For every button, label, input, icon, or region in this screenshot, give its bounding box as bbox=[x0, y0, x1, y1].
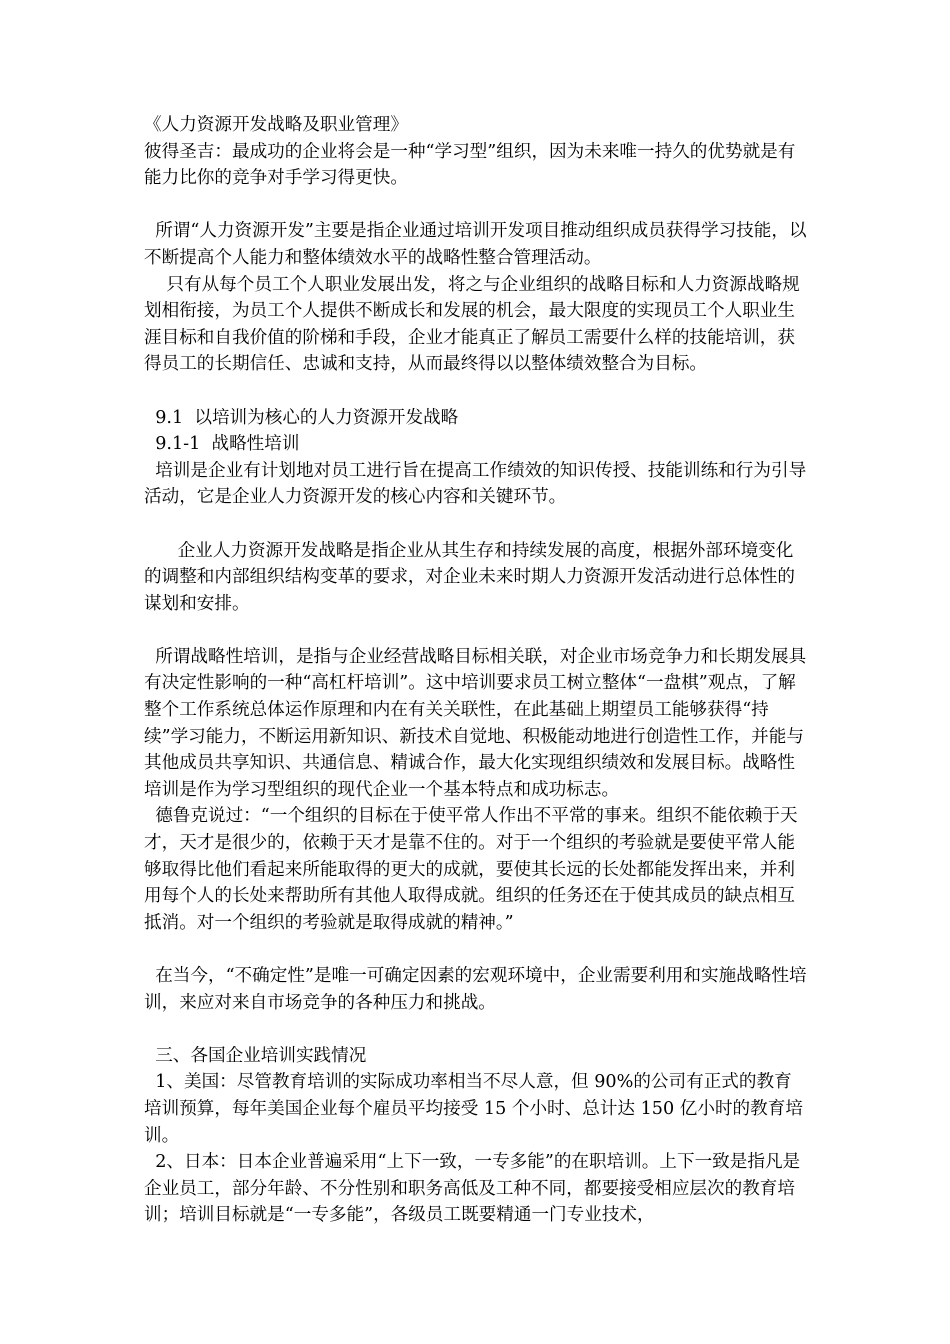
section-heading-3: 三、各国企业培训实践情况 bbox=[144, 1045, 367, 1066]
section-heading-9-1: 9.1 以培训为核心的人力资源开发战略 bbox=[144, 407, 459, 428]
paragraph-hrd-strategy: 企业人力资源开发战略是指企业从其生存和持续发展的高度，根据外部环境变化的调整和内部组织结构变革的要求，对企业未来时期人力资源开发活动进行总体性的谋划和安排。 bbox=[144, 540, 795, 614]
document-title: 《人力资源开发战略及职业管理》 bbox=[144, 115, 408, 135]
paragraph-hrd-definition: 所谓“人力资源开发”主要是指企业通过培训开发项目推动组织成员获得学习技能，以不断提高个人能力和整体绩效水平的战略性整合管理活动。 bbox=[144, 221, 807, 268]
blank-line bbox=[144, 192, 809, 219]
paragraph-career-development: 只有从每个员工个人职业发展出发，将之与企业组织的战略目标和人力资源战略规划相衔接，为员工个人提供不断成长和发展的机会，最大限度的实现员工个人职业生涯目标和自我价值的阶梯和手段，企业才能真正了解员工需要什么样的技能培训，获得员工的长期信任、忠诚和支持，从而最终得以以整体绩效整合为目标。 bbox=[144, 274, 800, 375]
paragraph-strategic-training: 所谓战略性培训，是指与企业经营战略目标相关联，对企业市场竞争力和长期发展具有决定性影响的一种“高杠杆培训”。这中培训要求员工树立整体“一盘棋”观点，了解整个工作系统总体运作原理和内在有关关联性，在此基础上期望员工能够获得“持续”学习能力，不断运用新知识、新技术自觉地、积极能动地进行创造性工作，并能与其他成员共享知识、共通信息、精诚合作，最大化实现组织绩效和发展目标。战略性培训是作为学习型组织的现代企业一个基本特点和成功标志。 bbox=[144, 646, 807, 800]
blank-line bbox=[144, 617, 809, 644]
paragraph-japan: 2、日本：日本企业普遍采用“上下一致，一专多能”的在职培训。上下一致是指凡是企业员工，部分年龄、不分性别和职务高低及工种不同，都要接受相应层次的教育培训；培训目标就是“一专多能”，各级员工既要精通一门专业技术， bbox=[144, 1152, 801, 1226]
paragraph-training-definition: 培训是企业有计划地对员工进行旨在提高工作绩效的知识传授、技能训练和行为引导活动，它是企业人力资源开发的核心内容和关键环节。 bbox=[144, 460, 807, 508]
section-heading-9-1-1: 9.1-1 战略性培训 bbox=[144, 434, 300, 455]
paragraph-drucker-quote: 德鲁克说过：“一个组织的目标在于使平常人作出不平常的事来。组织不能依赖于天才，天才是很少的，依赖于天才是靠不住的。对于一个组织的考验就是要使平常人能够取得比他们看起来所能取得的更大的成就，要使其长远的长处都能发挥出来，并利用每个人的长处来帮助所有其他人取得成就。组织的任务还在于使其成员的缺点相互抵消。对一个组织的考验就是取得成就的精神。” bbox=[144, 806, 798, 933]
paragraph-uncertainty: 在当今，“不确定性”是唯一可确定因素的宏观环境中，企业需要利用和实施战略性培训，来应对来自市场竞争的各种压力和挑战。 bbox=[144, 966, 807, 1013]
document-body bbox=[144, 112, 809, 1229]
paragraph-usa: 1、美国：尽管教育培训的实际成功率相当不尽人意，但 90%的公司有正式的教育培训预算，每年美国企业每个雇员平均接受 15 个小时、总计达 150 亿小时的教育培训。 bbox=[144, 1072, 803, 1146]
blank-line bbox=[144, 511, 809, 538]
blank-line bbox=[144, 936, 809, 963]
blank-line bbox=[144, 1016, 809, 1043]
blank-line bbox=[144, 378, 809, 405]
paragraph-peter-senge-quote: 彼得圣吉：最成功的企业将会是一种“学习型”组织，因为未来唯一持久的优势就是有能力比你的竞争对手学习得更快。 bbox=[144, 141, 796, 189]
